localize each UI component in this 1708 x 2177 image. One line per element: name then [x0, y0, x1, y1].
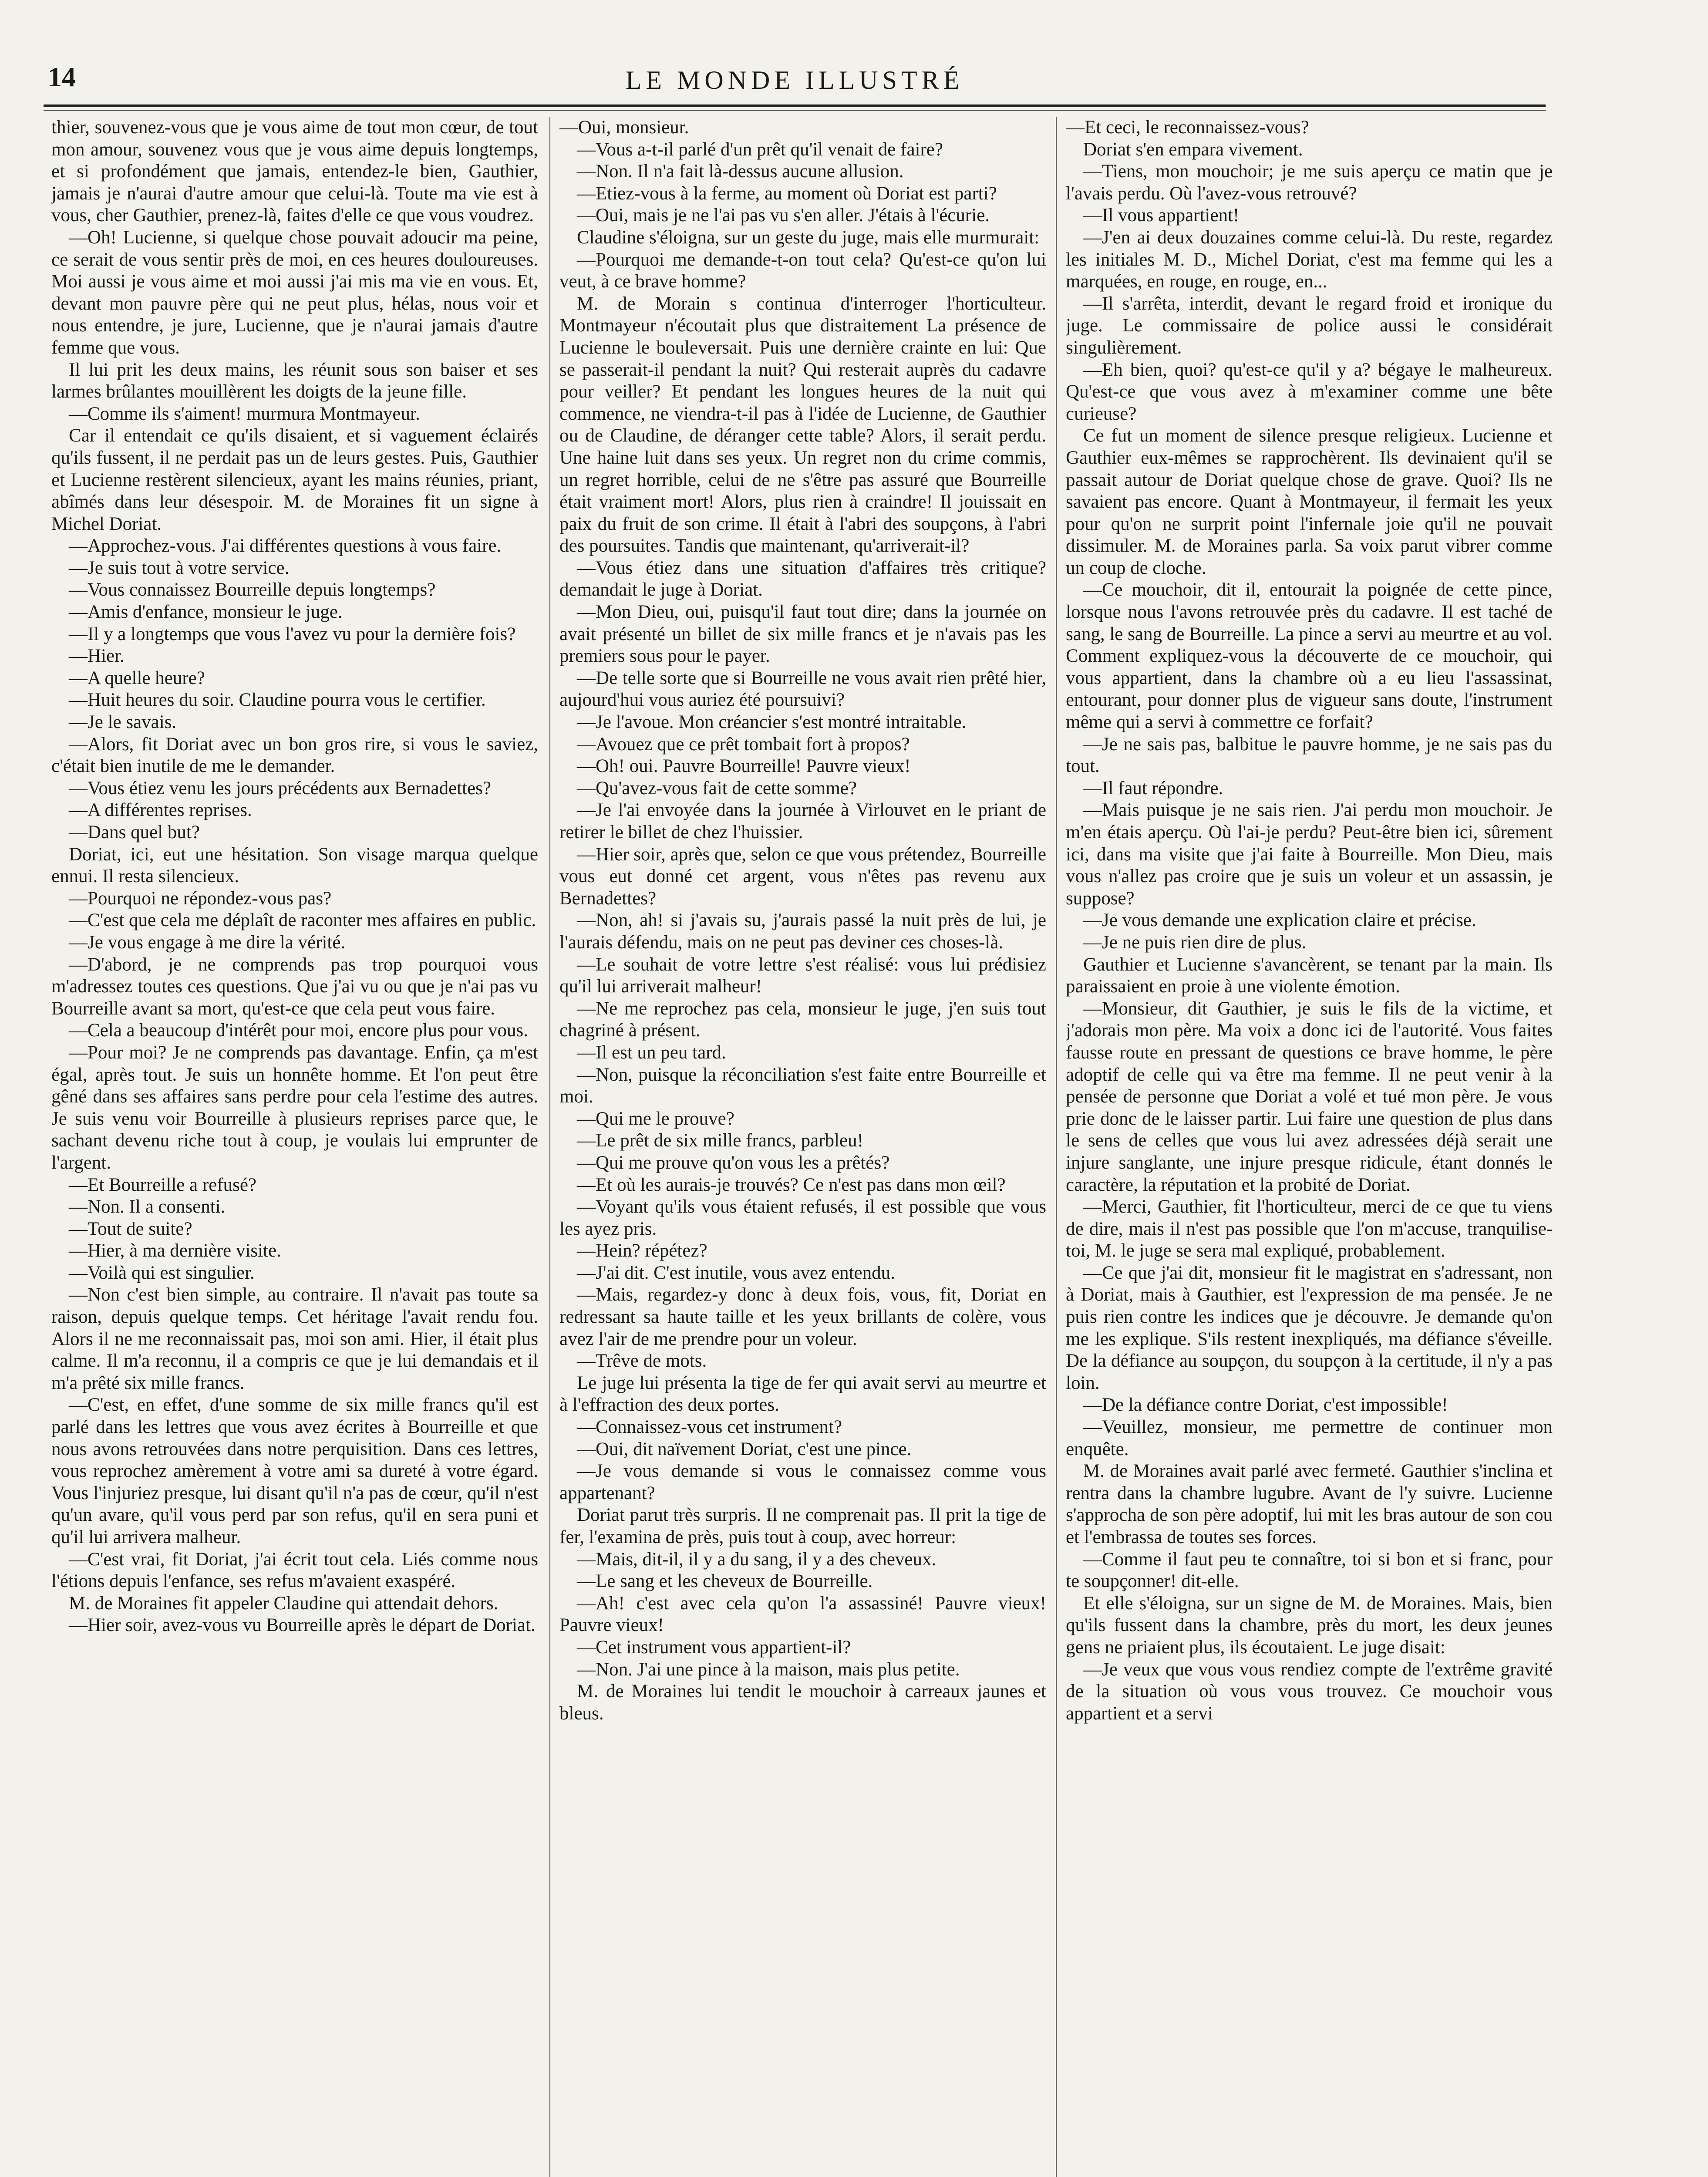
paragraph: —Le sang et les cheveux de Bourreille. [577, 1571, 873, 1592]
paragraph: —Mais puisque je ne sais rien. J'ai perdu mon mouchoir. Je m'en étais aperçu. Où l'ai-je perdu? Peut-être bien ici, sûrement ici, dans ma visite que j'ai faite à Bourreille. Mon Dieu, mais vous n'allez pas croire que je suis un voleur et un assassin, je suppose? [1066, 800, 1553, 909]
paragraph: —Non, puisque la réconciliation s'est faite entre Bourreille et moi. [559, 1064, 1046, 1107]
paragraph: —Pourquoi ne répondez-vous pas? [69, 888, 332, 909]
paragraph: —Ce mouchoir, dit il, entourait la poignée de cette pince, lorsque nous l'avons retrouvée près du cadavre. Il est taché de sang, le sang de Bourreille. La pince a servi au meurtre et au vol. Comment expliquez-vous la découverte de ce mouchoir, qui vous appartient, dans la chambre où a eu lieu l'assassinat, entourant, pour donner plus de vigueur sans doute, l'instrument même qui a servi à commettre ce forfait? [1066, 580, 1553, 733]
paragraph: —C'est vrai, fit Doriat, j'ai écrit tout cela. Liés comme nous l'étions depuis l'enfance, ses refus m'avaient exaspéré. [51, 1549, 538, 1592]
column-divider [549, 117, 550, 2177]
paragraph: —Voyant qu'ils vous étaient refusés, il est possible que vous les ayez pris. [559, 1196, 1046, 1239]
paragraph: —Il s'arrêta, interdit, devant le regard froid et ironique du juge. Le commissaire de police aussi le considérait singulièrement. [1066, 293, 1553, 358]
paragraph: —Qui me le prouve? [577, 1108, 734, 1129]
paragraph: —Oh! oui. Pauvre Bourreille! Pauvre vieux! [577, 756, 911, 777]
paragraph: —Mais, regardez-y donc à deux fois, vous, fit, Doriat en redressant sa haute taille et les yeux brillants de colère, vous avez l'air de me prendre pour un voleur. [559, 1284, 1046, 1349]
paragraph: —Monsieur, dit Gauthier, je suis le fils de la victime, et j'adorais mon père. Ma voix a donc ici de l'autorité. Vous faites fausse route en pressant de questions ce brave homme, le père adoptif de celle qui va être ma femme. Il ne peut venir à la pensée de personne que Doriat a volé et tué mon père. Je vous prie donc de le laisser partir. Lui faire une question de plus dans le sens de celles que vous lui avez adressées déjà serait une injure sanglante, une injure presque ridicule, étant donnés le caractère, la réputation et la probité de Doriat. [1066, 998, 1553, 1195]
paragraph: —Le souhait de votre lettre s'est réalisé: vous lui prédisiez qu'il lui arriverait malheur! [559, 954, 1046, 997]
paragraph: —Amis d'enfance, monsieur le juge. [69, 602, 343, 623]
paragraph: —Pour moi? Je ne comprends pas davantage. Enfin, ça m'est égal, après tout. Je suis un honnête homme. Et l'on peut être gêné dans ses affaires sans perdre pour cela l'estime des autres. Je suis venu voir Bourreille à plusieurs reprises parce que, le sachant devenu riche tout à coup, je voulais lui emprunter de l'argent. [51, 1042, 538, 1173]
paragraph: —Trêve de mots. [577, 1351, 707, 1372]
paragraph: —Et ceci, le reconnaissez-vous? [1066, 117, 1309, 138]
paragraph: —Et où les aurais-je trouvés? Ce n'est pas dans mon œil? [577, 1174, 1006, 1195]
paragraph: —Voilà qui est singulier. [69, 1262, 255, 1283]
paragraph: —Non c'est bien simple, au contraire. Il n'avait pas toute sa raison, depuis quelque temps. Cet héritage l'avait rendu fou. Alors il ne me reconnaissait pas, moi son ami. Hier, il était plus calme. Il m'a reconnu, il a compris ce que je lui demandais et il m'a prêté six mille francs. [51, 1284, 538, 1393]
paragraph: Doriat parut très surpris. Il ne comprenait pas. Il prit la tige de fer, l'examina de près, puis tout à coup, avec horreur: [559, 1505, 1046, 1547]
paragraph: M. de Morain s continua d'interroger l'horticulteur. Montmayeur n'écoutait plus que distraitement La présence de Lucienne le bouleversait. Puis une dernière crainte en lui: Que se passerait-il pendant la nuit? Qui resterait auprès du cadavre pour veiller? Et pendant les longues heures de la nuit qui commence, ne viendra-t-il pas à l'idée de Lucienne, de Gauthier ou de Claudine, de déranger cette table? Alors, il serait perdu. Une haine luit dans ses yeux. Un regret non du crime commis, un regret horrible, celui de ne s'être pas assuré que Bourreille était vraiment mort! Alors, plus rien à craindre! Il jouissait en paix du fruit de son crime. Il était à l'abri des soupçons, à l'abri des poursuites. Tandis que maintenant, qu'arriverait-il? [559, 293, 1046, 556]
paragraph: —Vous étiez venu les jours précédents aux Bernadettes? [69, 778, 491, 799]
paragraph: —A quelle heure? [69, 667, 205, 688]
paragraph: —Vous étiez dans une situation d'affaires très critique? demandait le juge à Doriat. [559, 557, 1046, 600]
paragraph: —Il vous appartient! [1083, 205, 1240, 226]
paragraph: —A différentes reprises. [69, 800, 252, 821]
text-column-3 [1066, 117, 1553, 2177]
paragraph: —Oui, mais je ne l'ai pas vu s'en aller. J'étais à l'écurie. [577, 205, 990, 226]
paragraph: —C'est que cela me déplaît de raconter mes affaires en public. [69, 910, 536, 931]
paragraph: —Vous a-t-il parlé d'un prêt qu'il venait de faire? [577, 139, 943, 160]
paragraph: —Non. J'ai une pince à la maison, mais plus petite. [577, 1659, 960, 1680]
paragraph: M. de Moraines lui tendit le mouchoir à carreaux jaunes et bleus. [559, 1681, 1046, 1724]
paragraph: —Hein? répétez? [577, 1240, 707, 1261]
paragraph: —Je veux que vous vous rendiez compte de l'extrême gravité de la situation où vous vous trouvez. Ce mouchoir vous appartient et a servi [1066, 1659, 1553, 1724]
paragraph: M. de Moraines avait parlé avec fermeté. Gauthier s'inclina et rentra dans la chambre lugubre. Avant de l'y suivre. Lucienne s'approcha de son père adoptif, lui mit les bras autour de son cou et l'embrassa de toutes ses forces. [1066, 1461, 1553, 1547]
paragraph: —Il est un peu tard. [577, 1042, 726, 1063]
paragraph: —Vous connaissez Bourreille depuis longtemps? [69, 580, 436, 600]
header-rule-thin [44, 110, 1546, 111]
paragraph: —Je vous demande une explication claire et précise. [1083, 910, 1476, 931]
paragraph: Doriat, ici, eut une hésitation. Son visage marqua quelque ennui. Il resta silencieux. [51, 844, 538, 887]
paragraph: Car il entendait ce qu'ils disaient, et si vaguement éclairés qu'ils fussent, il ne perdait pas un de leurs gestes. Puis, Gauthier et Lucienne restèrent silencieux, ayant les mains réunies, priant, abîmés dans leur désespoir. M. de Moraines fit un signe à Michel Doriat. [51, 425, 538, 534]
paragraph: —Je vous demande si vous le connaissez comme vous appartenant? [559, 1461, 1046, 1503]
paragraph: —Ne me reprochez pas cela, monsieur le juge, j'en suis tout chagriné à présent. [559, 998, 1046, 1041]
paragraph: —Cet instrument vous appartient-il? [577, 1637, 851, 1658]
paragraph: M. de Moraines fit appeler Claudine qui attendait dehors. [69, 1593, 499, 1614]
page-number: 14 [48, 61, 76, 92]
header-rule [44, 104, 1546, 107]
paragraph: Ce fut un moment de silence presque religieux. Lucienne et Gauthier eux-mêmes se rapprochèrent. Ils devinaient qu'il se passait autour de Doriat quelque chose de grave. Quoi? Ils ne savaient pas encore. Quant à Montmayeur, il fermait les yeux pour qu'on ne surprit point l'infernale joie qu'il ne pouvait dissimuler. M. de Moraines parla. Sa voix parut vibrer comme un coup de cloche. [1066, 425, 1553, 578]
paragraph: —Je ne sais pas, balbitue le pauvre homme, je ne sais pas du tout. [1066, 734, 1553, 777]
paragraph: —Non. Il a consenti. [69, 1196, 226, 1217]
paragraph: —Mon Dieu, oui, puisqu'il faut tout dire; dans la journée on avait présenté un billet de six mille francs et je n'avais pas les premiers sous pour le payer. [559, 602, 1046, 667]
paragraph: —Comme il faut peu te connaître, toi si bon et si franc, pour te soupçonner! dit-elle. [1066, 1549, 1553, 1592]
paragraph: Le juge lui présenta la tige de fer qui avait servi au meurtre et à l'effraction des deux portes. [559, 1372, 1046, 1415]
publication-title: LE MONDE ILLUSTRÉ [625, 66, 964, 94]
paragraph: Gauthier et Lucienne s'avancèrent, se tenant par la main. Ils paraissaient en proie à une violente émotion. [1066, 954, 1553, 997]
paragraph: —Avouez que ce prêt tombait fort à propos? [577, 734, 910, 755]
paragraph: thier, souvenez-vous que je vous aime de tout mon cœur, de tout mon amour, souvenez vous que je vous aime depuis longtemps, et si profondément que jamais, entendez-le bien, Gauthier, jamais je n'aurai d'autre amour que celui-là. Toute ma vie est à vous, cher Gauthier, prenez-là, faites d'elle ce que vous voudrez. [51, 117, 538, 226]
paragraph: —Hier. [69, 646, 125, 667]
paragraph: —Merci, Gauthier, fit l'horticulteur, merci de ce que tu viens de dire, mais il n'est pas possible que l'on m'accuse, tranquilise-toi, M. le juge se sera mal expliqué, probablement. [1066, 1196, 1553, 1261]
paragraph: —Hier soir, après que, selon ce que vous prétendez, Bourreille vous eut donné cet argent, vous n'êtes pas revenu aux Bernadettes? [559, 844, 1046, 909]
paragraph: —Approchez-vous. J'ai différentes questions à vous faire. [69, 536, 502, 556]
paragraph: —Connaissez-vous cet instrument? [577, 1417, 842, 1438]
paragraph: —De la défiance contre Doriat, c'est impossible! [1083, 1395, 1448, 1415]
paragraph: —Je suis tout à votre service. [69, 557, 290, 578]
paragraph: —Tiens, mon mouchoir; je me suis aperçu ce matin que je l'avais perdu. Où l'avez-vous retrouvé? [1066, 161, 1553, 204]
paragraph: —J'ai dit. C'est inutile, vous avez entendu. [577, 1262, 895, 1283]
paragraph: —Non. Il n'a fait là-dessus aucune allusion. [577, 161, 904, 182]
paragraph: —Huit heures du soir. Claudine pourra vous le certifier. [69, 690, 486, 711]
paragraph: —C'est, en effet, d'une somme de six mille francs qu'il est parlé dans les lettres que vous avez écrites à Bourreille et que nous avons retrouvées dans notre perquisition. Dans ces lettres, vous reprochez amèrement à votre ami sa dureté à votre égard. Vous l'injuriez presque, lui disant qu'il n'a pas de cœur, qu'il n'est qu'un avare, qu'il vous perd par son refus, qu'il en sera puni et qu'il lui arrivera malheur. [51, 1395, 538, 1547]
paragraph: —De telle sorte que si Bourreille ne vous avait rien prêté hier, aujourd'hui vous auriez été poursuivi? [559, 667, 1046, 711]
paragraph: —Tout de suite? [69, 1218, 192, 1239]
paragraph: —Le prêt de six mille francs, parbleu! [577, 1130, 863, 1151]
column-divider [1056, 117, 1057, 2177]
paragraph: —Je vous engage à me dire la vérité. [69, 932, 346, 953]
paragraph: —Je ne puis rien dire de plus. [1083, 932, 1307, 953]
paragraph: —Oh! Lucienne, si quelque chose pouvait adoucir ma peine, ce serait de vous sentir près de moi, en ces heures douloureuses. Moi aussi je vous aime et moi aussi j'ai mis ma vie en vous. Et, devant mon pauvre père qui ne peut plus, hélas, nous voir et nous entendre, je jure, Lucienne, que je n'aurai jamais d'autre femme que vous. [51, 227, 538, 358]
paragraph: Doriat s'en empara vivement. [1083, 139, 1303, 160]
paragraph: —Alors, fit Doriat avec un bon gros rire, si vous le saviez, c'était bien inutile de me le demander. [51, 734, 538, 777]
text-column-2 [559, 117, 1046, 2177]
paragraph: —Je l'avoue. Mon créancier s'est montré intraitable. [577, 712, 967, 733]
paragraph: —Dans quel but? [69, 822, 200, 842]
paragraph: —Qu'avez-vous fait de cette somme? [577, 778, 857, 799]
paragraph: —Comme ils s'aiment! murmura Montmayeur. [69, 403, 420, 424]
paragraph: —Et Bourreille a refusé? [69, 1174, 257, 1195]
paragraph: —Etiez-vous à la ferme, au moment où Doriat est parti? [577, 183, 997, 204]
paragraph: Et elle s'éloigna, sur un signe de M. de Moraines. Mais, bien qu'ils fussent dans la chambre, près du mort, les deux jeunes gens ne priaient plus, ils écoutaient. Le juge disait: [1066, 1593, 1553, 1658]
paragraph: —Je l'ai envoyée dans la journée à Virlouvet en le priant de retirer le billet de chez l'huissier. [559, 800, 1046, 842]
paragraph: —J'en ai deux douzaines comme celui-là. Du reste, regardez les initiales M. D., Michel Doriat, c'est ma femme qui les a marquées, en rouge, en rouge, en... [1066, 227, 1553, 292]
paragraph: —Pourquoi me demande-t-on tout cela? Qu'est-ce qu'on lui veut, à ce brave homme? [559, 249, 1046, 292]
paragraph: —Veuillez, monsieur, me permettre de continuer mon enquête. [1066, 1417, 1553, 1459]
paragraph: —Qui me prouve qu'on vous les a prêtés? [577, 1152, 890, 1173]
page-header [44, 52, 1546, 100]
paragraph: —Oui, dit naïvement Doriat, c'est une pince. [577, 1439, 912, 1459]
paragraph: Claudine s'éloigna, sur un geste du juge, mais elle murmurait: [577, 227, 1040, 248]
paragraph: —Ah! c'est avec cela qu'on l'a assassiné! Pauvre vieux! Pauvre vieux! [559, 1593, 1046, 1636]
text-column-1 [51, 117, 538, 2177]
paragraph: —Hier soir, avez-vous vu Bourreille après le départ de Doriat. [69, 1615, 536, 1636]
paragraph: —Hier, à ma dernière visite. [69, 1240, 281, 1261]
paragraph: —Oui, monsieur. [559, 117, 689, 138]
paragraph: —Eh bien, quoi? qu'est-ce qu'il y a? bégaye le malheureux. Qu'est-ce que vous avez à m'examiner comme une bête curieuse? [1066, 359, 1553, 424]
paragraph: —Cela a beaucoup d'intérêt pour moi, encore plus pour vous. [69, 1020, 528, 1041]
paragraph: —Ce que j'ai dit, monsieur fit le magistrat en s'adressant, non à Doriat, mais à Gauthier, est l'expression de ma pensée. Je ne puis rien contre les indices que je découvre. Je demande qu'on me les explique. S'ils restent inexpliqués, ma défiance s'éveille. De la défiance au soupçon, du soupçon à la certitude, il n'y a pas loin. [1066, 1262, 1553, 1393]
paragraph: —Il faut répondre. [1083, 778, 1223, 799]
paragraph: Il lui prit les deux mains, les réunit sous son baiser et ses larmes brûlantes mouillèrent les doigts de la jeune fille. [51, 359, 538, 402]
paragraph: —Mais, dit-il, il y a du sang, il y a des cheveux. [577, 1549, 937, 1570]
paragraph: —Il y a longtemps que vous l'avez vu pour la dernière fois? [69, 623, 516, 644]
paragraph: —D'abord, je ne comprends pas trop pourquoi vous m'adressez toutes ces questions. Que j'ai vu ou que je n'ai pas vu Bourreille avant sa mort, qu'est-ce que cela peut vous faire. [51, 954, 538, 1019]
paragraph: —Je le savais. [69, 712, 177, 733]
paragraph: —Non, ah! si j'avais su, j'aurais passé la nuit près de lui, je l'aurais défendu, mais on ne peut pas deviner ces choses-là. [559, 910, 1046, 953]
